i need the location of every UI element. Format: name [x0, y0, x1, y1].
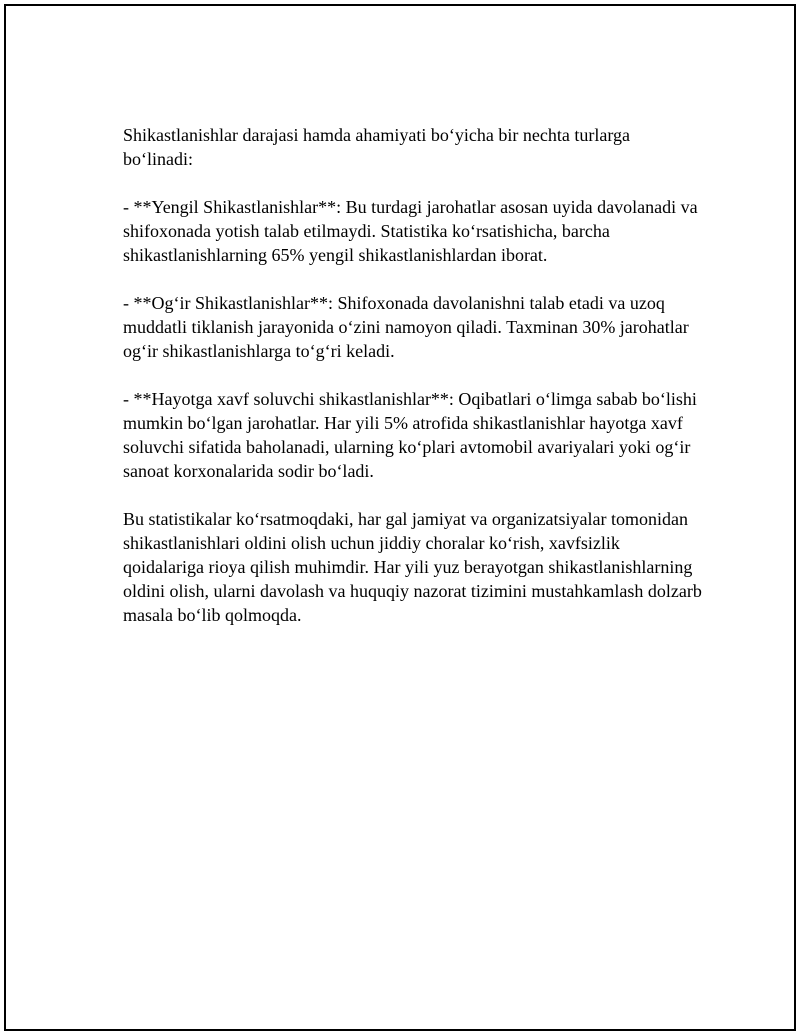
page-frame: [4, 4, 796, 1031]
conclusion-paragraph: Bu statistikalar ko‘rsatmoqdaki, har gal jamiyat va organizatsiyalar tomonidan shikastlanishlari oldini olish uchun jiddiy choralar ko‘rish, xavfsizlik qoidalariga rioya qilish muhimdir. Har yili yuz berayotgan shikastlanishlarning oldini olish, ularni davolash va huquqiy nazorat tizimini mustahkamlash dolzarb masala bo‘lib qolmoqda.: [123, 509, 702, 625]
life-threatening-injuries-paragraph: - **Hayotga xavf soluvchi shikastlanishlar**: Oqibatlari o‘limga sabab bo‘lishi mumkin bo‘lgan jarohatlar. Har yili 5% atrofida shikastlanishlar hayotga xavf soluvchi sifatida baholanadi, ularning ko‘plari avtomobil avariyalari yoki og‘ir sanoat korxonalarida sodir bo‘ladi.: [123, 389, 697, 481]
intro-paragraph: Shikastlanishlar darajasi hamda ahamiyati bo‘yicha bir nechta turlarga bo‘linadi:: [123, 125, 630, 169]
severe-injuries-paragraph: - **Og‘ir Shikastlanishlar**: Shifoxonada davolanishni talab etadi va uzoq muddatli tiklanish jarayonida o‘zini namoyon qiladi. Taxminan 30% jarohatlar og‘ir shikastlanishlarga to‘g‘ri keladi.: [123, 293, 689, 361]
light-injuries-paragraph: - **Yengil Shikastlanishlar**: Bu turdagi jarohatlar asosan uyida davolanadi va shifoxonada yotish talab etilmaydi. Statistika ko‘rsatishicha, barcha shikastlanishlarning 65% yengil shikastlanishlardan iborat.: [123, 197, 698, 265]
document-body: [123, 123, 703, 651]
